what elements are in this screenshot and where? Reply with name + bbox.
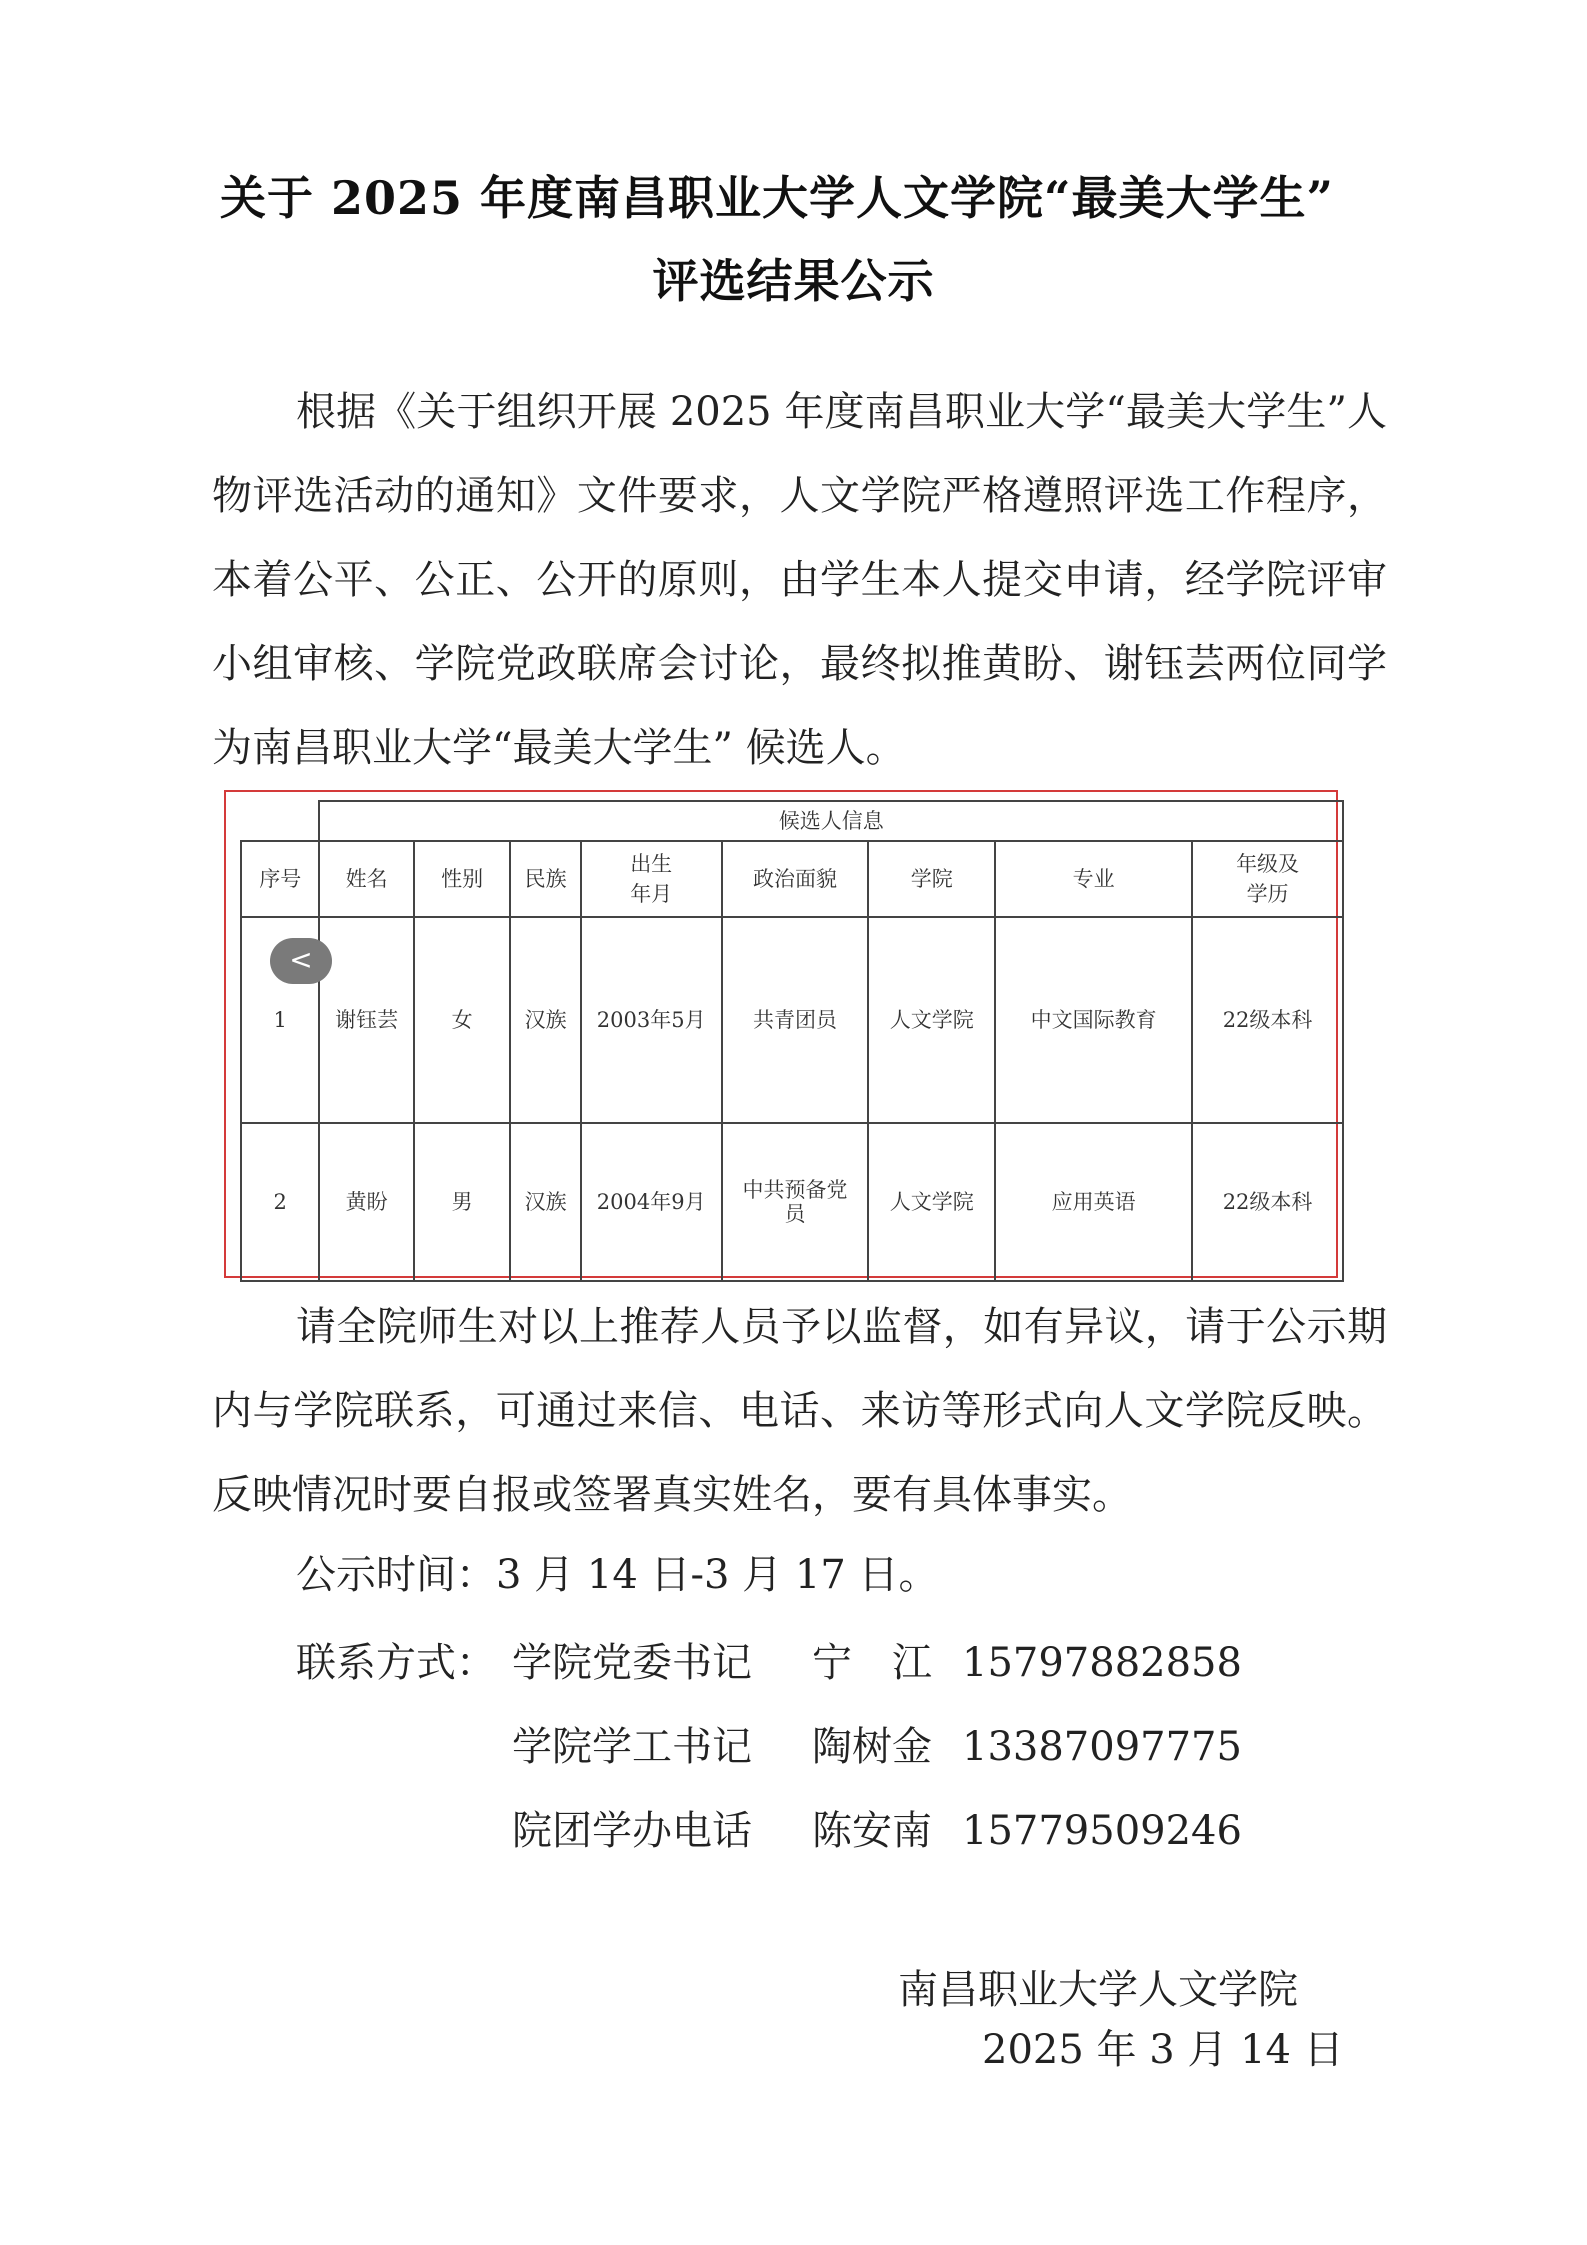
col-header-grade: 年级及 学历 — [1192, 841, 1343, 917]
contact-phone: 15779509246 — [962, 1808, 1242, 1854]
cell-no: 1 — [241, 917, 319, 1123]
cell-no: 2 — [241, 1123, 319, 1281]
page-title: 关于 2025 年度南昌职业大学人文学院“最美大学生” — [220, 171, 1334, 225]
cell-name: 谢钰芸 — [319, 917, 414, 1123]
cell-college: 人文学院 — [868, 917, 995, 1123]
table-group-header: 候选人信息 — [319, 801, 1343, 841]
contact-role: 学院党委书记 — [512, 1640, 752, 1686]
contact-phone: 15797882858 — [962, 1640, 1242, 1686]
contact-role: 院团学办电话 — [512, 1808, 752, 1854]
col-header-ethnicity: 民族 — [510, 841, 580, 917]
col-header-birth: 出生 年月 — [581, 841, 722, 917]
col-header-no: 序号 — [241, 841, 319, 917]
chevron-left-icon: < — [289, 943, 313, 976]
contact-name: 陈安南 — [812, 1808, 932, 1854]
table-row — [241, 1123, 1343, 1281]
supervision-paragraph: 请全院师生对以上推荐人员予以监督，如有异议，请于公示期内与学院联系，可通过来信、电话、来访等形式向人文学院反映。反映情况时要自报或签署真实姓名，要有具体事实。 — [212, 1304, 1387, 1518]
cell-major: 中文国际教育 — [995, 917, 1192, 1123]
col-header-college: 学院 — [868, 841, 995, 917]
cell-ethnicity: 汉族 — [510, 917, 580, 1123]
col-header-major: 专业 — [995, 841, 1192, 917]
cell-ethnicity: 汉族 — [510, 1123, 580, 1281]
cell-major: 应用英语 — [995, 1123, 1192, 1281]
cell-gender: 女 — [414, 917, 511, 1123]
page-title-line2: 评选结果公示 — [652, 254, 935, 308]
cell-grade: 22级本科 — [1192, 1123, 1343, 1281]
contact-role: 学院学工书记 — [512, 1724, 752, 1770]
candidate-table — [240, 800, 1344, 1282]
col-header-political: 政治面貌 — [722, 841, 869, 917]
contact-label: 联系方式： — [296, 1640, 496, 1686]
cell-name: 黄盼 — [319, 1123, 414, 1281]
col-header-name: 姓名 — [319, 841, 414, 917]
contact-name: 陶树金 — [812, 1724, 932, 1770]
signature-date: 2025 年 3 月 14 日 — [982, 2027, 1344, 2073]
contact-phone: 13387097775 — [962, 1724, 1242, 1770]
cell-grade: 22级本科 — [1192, 917, 1343, 1123]
cell-gender: 男 — [414, 1123, 511, 1281]
cell-political: 共青团员 — [722, 917, 869, 1123]
table-row — [241, 917, 1343, 1123]
intro-paragraph: 根据《关于组织开展 2025 年度南昌职业大学“最美大学生”人物评选活动的通知》文件要求，人文学院严格遵照评选工作程序，本着公平、公正、公开的原则，由学生本人提交申请，经学院评审小组审核、学院党政联席会讨论，最终拟推黄盼、谢钰芸两位同学为南昌职业大学“最美大学生” 候选人。 — [212, 389, 1387, 771]
signature-org: 南昌职业大学人文学院 — [898, 1967, 1298, 2013]
col-header-gender: 性别 — [414, 841, 511, 917]
contact-name: 宁 江 — [812, 1640, 932, 1686]
period-line: 公示时间：3 月 14 日-3 月 17 日。 — [296, 1552, 939, 1598]
candidate-table-frame — [224, 790, 1338, 1278]
cell-birth: 2004年9月 — [581, 1123, 722, 1281]
table-header-row — [241, 841, 1343, 917]
prev-page-button[interactable] — [270, 938, 332, 984]
cell-birth: 2003年5月 — [581, 917, 722, 1123]
cell-political: 中共预备党 员 — [722, 1123, 869, 1281]
cell-college: 人文学院 — [868, 1123, 995, 1281]
